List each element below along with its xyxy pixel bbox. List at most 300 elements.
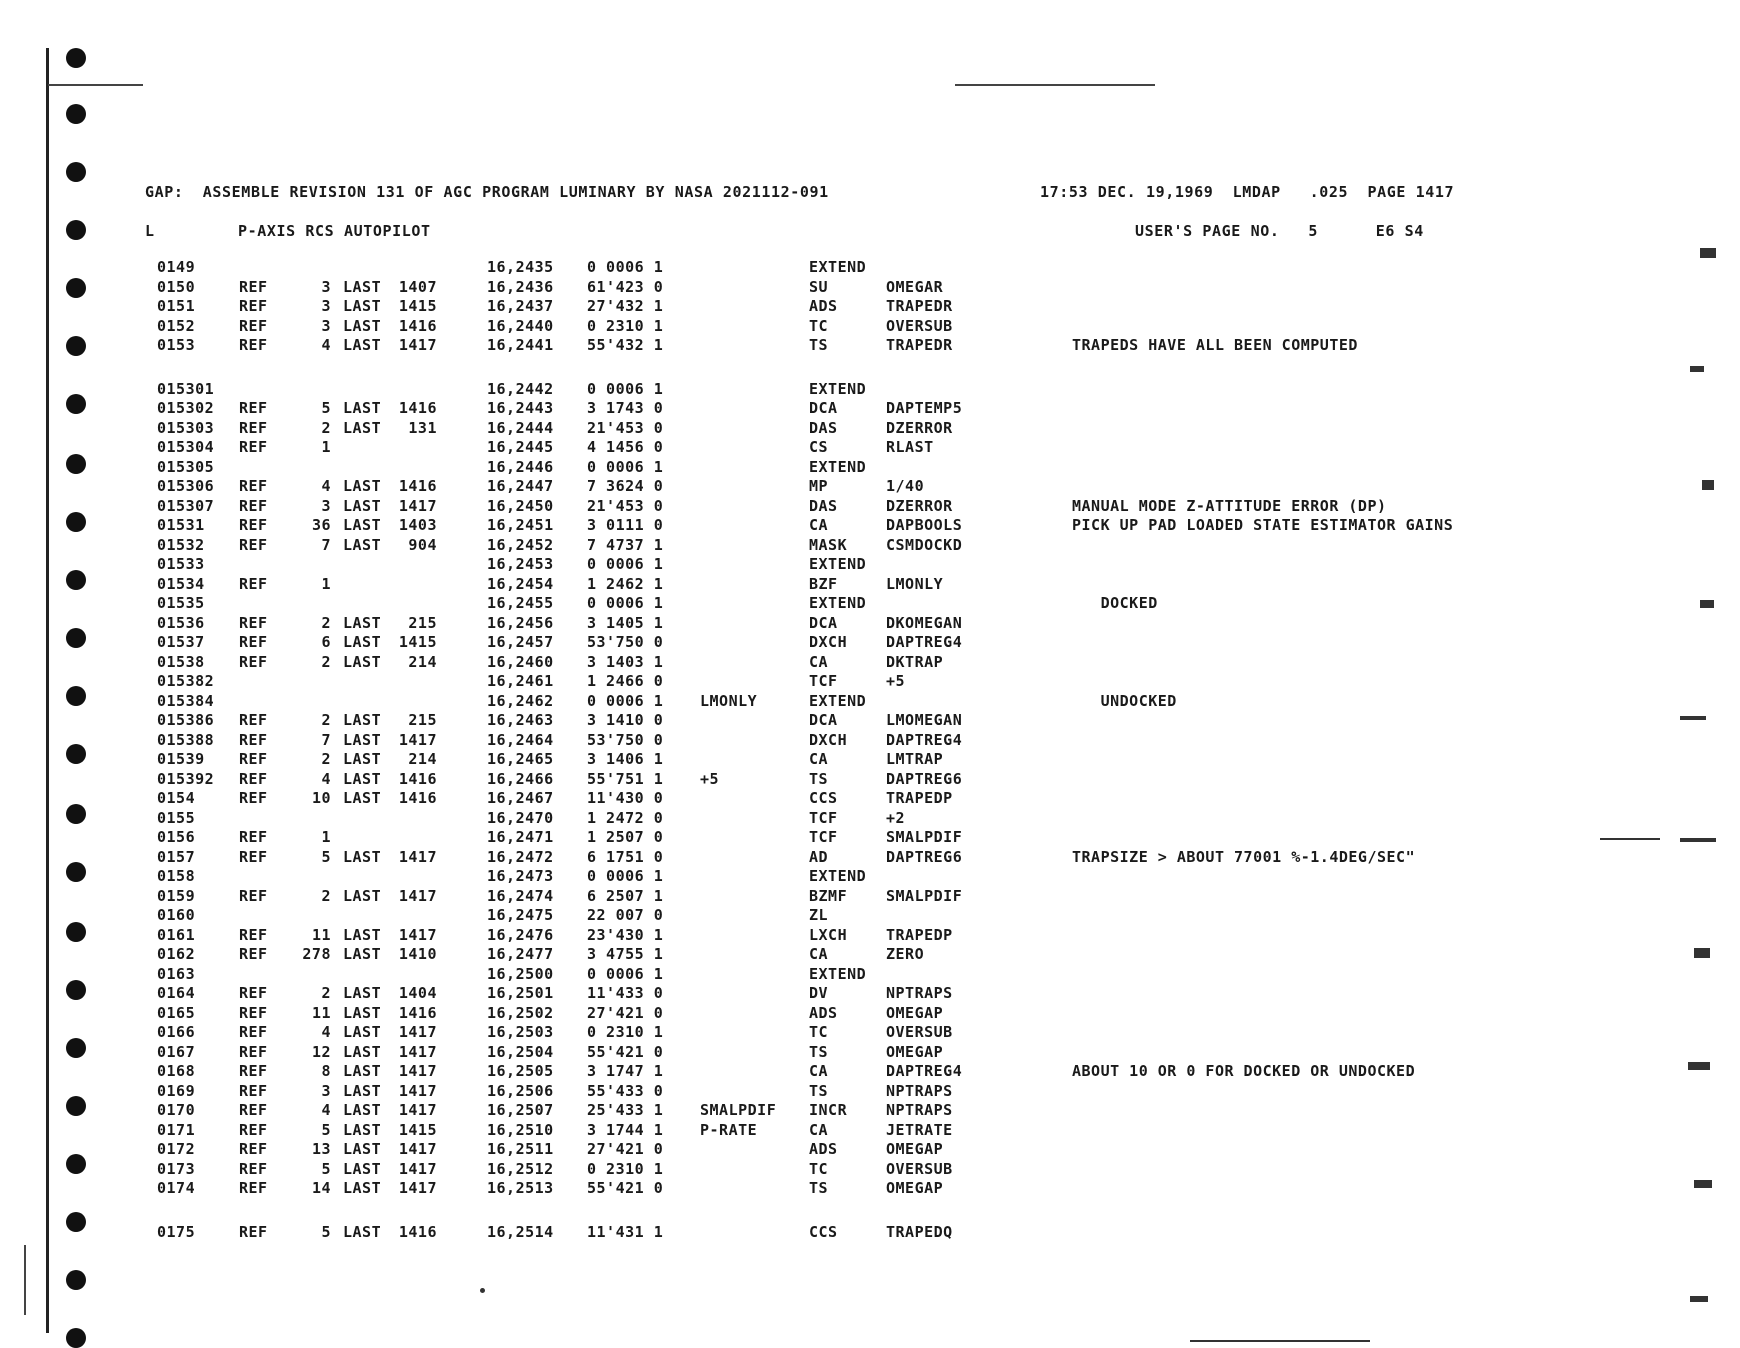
line-number: 0155 (157, 808, 196, 827)
ref-keyword: REF (239, 769, 268, 788)
line-number: 015301 (157, 379, 215, 398)
object-code: 53'750 0 (587, 633, 664, 651)
memory-address: 16,2462 (487, 691, 554, 710)
line-number: 0150 (157, 277, 196, 296)
operand: OVERSUB (886, 1023, 953, 1041)
listing-row (157, 258, 1557, 278)
memory-address: 16,2471 (487, 828, 554, 846)
ref-count: 3 (321, 277, 331, 296)
operand: OMEGAP (886, 1042, 944, 1061)
comment: DOCKED (1072, 594, 1158, 612)
last-page: 131 (408, 418, 437, 437)
line-number: 0157 (157, 847, 196, 866)
operand: LMONLY (886, 574, 944, 593)
operand: SMALPDIF (886, 828, 963, 846)
header-date-page: 17:53 DEC. 19,1969 LMDAP .025 PAGE 1417 (1040, 183, 1455, 201)
line-number: 0163 (157, 964, 196, 983)
ref-keyword: REF (239, 984, 268, 1002)
line-number: 0156 (157, 828, 196, 846)
ref-keyword: REF (239, 1179, 268, 1197)
last-page: 1416 (398, 399, 437, 417)
line-number: 0162 (157, 945, 196, 963)
opcode: TC (809, 1023, 829, 1041)
object-code: 3 1403 1 (587, 652, 664, 671)
last-page: 1416 (398, 316, 437, 335)
ref-keyword: REF (239, 336, 268, 354)
scan-speck (1694, 948, 1710, 958)
operand: DZERROR (886, 418, 953, 437)
last-page: 1416 (398, 477, 437, 495)
listing-row (157, 278, 1557, 298)
operand: OMEGAR (886, 277, 944, 296)
listing-row (157, 653, 1557, 673)
last-keyword: LAST (343, 1222, 382, 1241)
line-number: 015384 (157, 691, 215, 710)
punch-hole (66, 48, 86, 68)
ref-keyword: REF (239, 652, 268, 671)
punch-hole (66, 922, 86, 942)
opcode: EXTEND (809, 457, 867, 476)
punch-hole (66, 570, 86, 590)
operand: NPTRAPS (886, 984, 953, 1002)
last-page: 1416 (398, 1222, 437, 1241)
symbol-label: +5 (700, 769, 720, 788)
last-keyword: LAST (343, 789, 382, 807)
last-page: 1417 (398, 336, 437, 354)
opcode: AD (809, 847, 829, 866)
punch-hole (66, 744, 86, 764)
header-log-letter: L (145, 222, 155, 240)
ref-keyword: REF (239, 399, 268, 417)
opcode: CS (809, 438, 829, 456)
ref-count: 3 (321, 1081, 331, 1100)
scan-speck (1690, 1296, 1708, 1302)
memory-address: 16,2451 (487, 516, 554, 534)
ref-count: 1 (321, 828, 331, 846)
opcode: TS (809, 1042, 829, 1061)
last-page: 1416 (398, 789, 437, 807)
last-keyword: LAST (343, 847, 382, 866)
last-keyword: LAST (343, 925, 382, 944)
last-keyword: LAST (343, 535, 382, 554)
comment: TRAPSIZE > ABOUT 77001 %-1.4DEG/SEC" (1072, 847, 1416, 866)
object-code: 0 2310 1 (587, 316, 664, 335)
memory-address: 16,2461 (487, 672, 554, 690)
operand: SMALPDIF (886, 886, 963, 905)
memory-address: 16,2463 (487, 711, 554, 729)
last-page: 1417 (398, 1140, 437, 1158)
listing-row (157, 555, 1557, 575)
memory-address: 16,2457 (487, 633, 554, 651)
operand: 1/40 (886, 477, 925, 495)
last-keyword: LAST (343, 750, 382, 768)
operand: DAPTREG4 (886, 730, 963, 749)
memory-address: 16,2466 (487, 769, 554, 788)
scan-speck (1700, 248, 1716, 258)
listing-row (157, 984, 1557, 1004)
listing-row (157, 711, 1557, 731)
operand: DAPBOOLS (886, 516, 963, 534)
line-number: 015388 (157, 730, 215, 749)
opcode: DCA (809, 711, 838, 729)
ref-count: 2 (321, 984, 331, 1002)
line-number: 01538 (157, 652, 205, 671)
scan-speck (1700, 600, 1714, 608)
opcode: TS (809, 1179, 829, 1197)
last-keyword: LAST (343, 769, 382, 788)
scan-speck (1694, 1180, 1712, 1188)
line-number: 01531 (157, 516, 205, 534)
line-number: 01535 (157, 594, 205, 612)
scan-speck (1680, 838, 1716, 842)
ref-keyword: REF (239, 477, 268, 495)
last-page: 1417 (398, 847, 437, 866)
opcode: CA (809, 516, 829, 534)
listing-row (157, 926, 1557, 946)
symbol-label: SMALPDIF (700, 1101, 777, 1119)
ref-keyword: REF (239, 828, 268, 846)
opcode: ZL (809, 906, 829, 924)
memory-address: 16,2454 (487, 574, 554, 593)
object-code: 3 1406 1 (587, 750, 664, 768)
opcode: CA (809, 945, 829, 963)
object-code: 22 007 0 (587, 906, 664, 924)
listing-row (157, 614, 1557, 634)
last-keyword: LAST (343, 1120, 382, 1139)
line-number: 0151 (157, 297, 196, 315)
line-number: 01537 (157, 633, 205, 651)
line-number: 0149 (157, 258, 196, 276)
last-page: 1417 (398, 925, 437, 944)
listing-row (157, 1062, 1557, 1082)
ref-keyword: REF (239, 1101, 268, 1119)
memory-address: 16,2436 (487, 277, 554, 296)
punch-hole (66, 1270, 86, 1290)
header-users-page: USER'S PAGE NO. 5 E6 S4 (1135, 222, 1424, 240)
last-page: 1417 (398, 1023, 437, 1041)
line-number: 01533 (157, 555, 205, 573)
memory-address: 16,2450 (487, 496, 554, 515)
memory-address: 16,2513 (487, 1179, 554, 1197)
operand: +2 (886, 808, 906, 827)
ref-keyword: REF (239, 711, 268, 729)
object-code: 3 4755 1 (587, 945, 664, 963)
punch-hole (66, 628, 86, 648)
bottom-rule (1190, 1340, 1370, 1342)
operand: NPTRAPS (886, 1101, 953, 1119)
ref-keyword: REF (239, 730, 268, 749)
scan-speck (1600, 838, 1660, 840)
operand: LMTRAP (886, 750, 944, 768)
object-code: 27'421 0 (587, 1003, 664, 1022)
ref-count: 2 (321, 652, 331, 671)
line-number: 0164 (157, 984, 196, 1002)
listing-row (157, 828, 1557, 848)
last-page: 1417 (398, 1062, 437, 1080)
line-number: 01536 (157, 613, 205, 632)
line-number: 0159 (157, 886, 196, 905)
memory-address: 16,2446 (487, 457, 554, 476)
ref-keyword: REF (239, 1062, 268, 1080)
ref-count: 5 (321, 1159, 331, 1178)
listing-row (157, 438, 1557, 458)
ref-count: 5 (321, 1222, 331, 1241)
opcode: INCR (809, 1101, 848, 1119)
memory-address: 16,2504 (487, 1042, 554, 1061)
last-page: 1417 (398, 496, 437, 515)
object-code: 7 4737 1 (587, 535, 664, 554)
memory-address: 16,2470 (487, 808, 554, 827)
operand: TRAPEDP (886, 925, 953, 944)
last-page: 1416 (398, 769, 437, 788)
top-rule-right (955, 84, 1155, 86)
line-number: 01539 (157, 750, 205, 768)
ref-count: 10 (311, 789, 331, 807)
object-code: 3 1743 0 (587, 399, 664, 417)
last-page: 1416 (398, 1003, 437, 1022)
opcode: TS (809, 336, 829, 354)
opcode: ADS (809, 1003, 838, 1022)
listing-row (157, 497, 1557, 517)
scan-speck (1680, 716, 1706, 720)
operand: OMEGAP (886, 1140, 944, 1158)
object-code: 21'453 0 (587, 496, 664, 515)
memory-address: 16,2512 (487, 1159, 554, 1178)
listing-row (157, 770, 1557, 790)
opcode: CA (809, 750, 829, 768)
operand: DAPTREG4 (886, 1062, 963, 1080)
ref-count: 1 (321, 574, 331, 593)
operand: NPTRAPS (886, 1081, 953, 1100)
ref-keyword: REF (239, 633, 268, 651)
object-code: 1 2462 1 (587, 574, 664, 593)
ref-count: 5 (321, 399, 331, 417)
last-keyword: LAST (343, 945, 382, 963)
memory-address: 16,2465 (487, 750, 554, 768)
listing-row (157, 692, 1557, 712)
ref-keyword: REF (239, 496, 268, 515)
object-code: 21'453 0 (587, 418, 664, 437)
memory-address: 16,2443 (487, 399, 554, 417)
operand: JETRATE (886, 1120, 953, 1139)
scan-speck (1690, 366, 1704, 372)
punch-hole (66, 1212, 86, 1232)
last-keyword: LAST (343, 1042, 382, 1061)
object-code: 27'432 1 (587, 297, 664, 315)
object-code: 3 0111 0 (587, 516, 664, 534)
assembly-listing (157, 258, 1557, 1242)
line-number: 015306 (157, 477, 215, 495)
object-code: 3 1405 1 (587, 613, 664, 632)
memory-address: 16,2467 (487, 789, 554, 807)
listing-row (157, 672, 1557, 692)
last-keyword: LAST (343, 516, 382, 534)
last-keyword: LAST (343, 297, 382, 315)
ref-count: 5 (321, 1120, 331, 1139)
last-page: 1417 (398, 1159, 437, 1178)
ref-keyword: REF (239, 1042, 268, 1061)
object-code: 55'421 0 (587, 1179, 664, 1197)
ref-count: 12 (311, 1042, 331, 1061)
object-code: 6 2507 1 (587, 886, 664, 905)
last-page: 1404 (398, 984, 437, 1002)
opcode: CCS (809, 1222, 838, 1241)
last-keyword: LAST (343, 613, 382, 632)
last-keyword: LAST (343, 418, 382, 437)
listing-row (157, 477, 1557, 497)
listing-row (157, 536, 1557, 556)
memory-address: 16,2440 (487, 316, 554, 335)
opcode: SU (809, 277, 829, 296)
last-keyword: LAST (343, 984, 382, 1002)
ref-keyword: REF (239, 1081, 268, 1100)
operand: RLAST (886, 438, 934, 456)
operand: OVERSUB (886, 316, 953, 335)
listing-row (157, 458, 1557, 478)
ref-count: 4 (321, 1101, 331, 1119)
listing-row (157, 594, 1557, 614)
ref-count: 4 (321, 1023, 331, 1041)
memory-address: 16,2511 (487, 1140, 554, 1158)
ref-keyword: REF (239, 1023, 268, 1041)
last-page: 1415 (398, 297, 437, 315)
punch-hole (66, 220, 86, 240)
object-code: 0 0006 1 (587, 379, 664, 398)
memory-address: 16,2453 (487, 555, 554, 573)
listing-row (157, 516, 1557, 536)
operand: OVERSUB (886, 1159, 953, 1178)
scan-speck (480, 1288, 485, 1293)
last-keyword: LAST (343, 316, 382, 335)
opcode: DAS (809, 418, 838, 437)
header-assembly-line: GAP: ASSEMBLE REVISION 131 OF AGC PROGRAM LUMINARY BY NASA 2021112-091 (145, 183, 829, 201)
last-page: 904 (408, 535, 437, 554)
ref-keyword: REF (239, 613, 268, 632)
opcode: TC (809, 1159, 829, 1178)
punch-hole (66, 686, 86, 706)
last-page: 1415 (398, 633, 437, 651)
memory-address: 16,2452 (487, 535, 554, 554)
scan-speck (1688, 1062, 1710, 1070)
listing-row (157, 809, 1557, 829)
comment: PICK UP PAD LOADED STATE ESTIMATOR GAINS (1072, 516, 1454, 534)
line-number: 015304 (157, 438, 215, 456)
object-code: 25'433 1 (587, 1101, 664, 1119)
ref-keyword: REF (239, 750, 268, 768)
line-number: 0172 (157, 1140, 196, 1158)
punch-hole (66, 1096, 86, 1116)
last-keyword: LAST (343, 1159, 382, 1178)
object-code: 0 0006 1 (587, 691, 664, 710)
last-page: 214 (408, 652, 437, 671)
last-page: 215 (408, 613, 437, 632)
line-number: 015305 (157, 457, 215, 476)
operand: DAPTEMP5 (886, 399, 963, 417)
listing-row (157, 633, 1557, 653)
opcode: TCF (809, 828, 838, 846)
object-code: 55'432 1 (587, 336, 664, 354)
last-keyword: LAST (343, 1101, 382, 1119)
object-code: 0 0006 1 (587, 457, 664, 476)
memory-address: 16,2506 (487, 1081, 554, 1100)
memory-address: 16,2437 (487, 297, 554, 315)
opcode: ADS (809, 1140, 838, 1158)
operand: DKOMEGAN (886, 613, 963, 632)
punch-hole (66, 162, 86, 182)
object-code: 7 3624 0 (587, 477, 664, 495)
symbol-label: LMONLY (700, 691, 758, 710)
line-number: 015382 (157, 672, 215, 690)
last-keyword: LAST (343, 711, 382, 729)
punch-hole (66, 1038, 86, 1058)
listing-row (157, 1101, 1557, 1121)
operand: CSMDOCKD (886, 535, 963, 554)
ref-keyword: REF (239, 1140, 268, 1158)
object-code: 3 1744 1 (587, 1120, 664, 1139)
line-number: 0170 (157, 1101, 196, 1119)
object-code: 55'421 0 (587, 1042, 664, 1061)
ref-keyword: REF (239, 1222, 268, 1241)
listing-row (157, 848, 1557, 868)
ref-count: 2 (321, 711, 331, 729)
ref-keyword: REF (239, 945, 268, 963)
object-code: 11'433 0 (587, 984, 664, 1002)
line-number: 0158 (157, 867, 196, 885)
memory-address: 16,2500 (487, 964, 554, 983)
opcode: BZF (809, 574, 838, 593)
memory-address: 16,2472 (487, 847, 554, 866)
object-code: 11'430 0 (587, 789, 664, 807)
opcode: TS (809, 1081, 829, 1100)
line-number: 0165 (157, 1003, 196, 1022)
listing-row (157, 1160, 1557, 1180)
last-page: 1417 (398, 1101, 437, 1119)
memory-address: 16,2435 (487, 258, 554, 276)
last-keyword: LAST (343, 1081, 382, 1100)
ref-count: 2 (321, 886, 331, 905)
last-keyword: LAST (343, 1140, 382, 1158)
last-keyword: LAST (343, 277, 382, 296)
punch-hole (66, 454, 86, 474)
ref-count: 4 (321, 769, 331, 788)
listing-row (157, 731, 1557, 751)
line-number: 0174 (157, 1179, 196, 1197)
ref-count: 8 (321, 1062, 331, 1080)
object-code: 53'750 0 (587, 730, 664, 749)
opcode: DAS (809, 496, 838, 515)
last-keyword: LAST (343, 730, 382, 749)
punch-hole (66, 394, 86, 414)
object-code: 0 0006 1 (587, 867, 664, 885)
operand: TRAPEDR (886, 297, 953, 315)
line-number: 0166 (157, 1023, 196, 1041)
object-code: 23'430 1 (587, 925, 664, 944)
last-keyword: LAST (343, 1179, 382, 1197)
last-keyword: LAST (343, 652, 382, 671)
operand: TRAPEDR (886, 336, 953, 354)
opcode: MP (809, 477, 829, 495)
listing-row (157, 906, 1557, 926)
listing-row (157, 399, 1557, 419)
last-page: 1410 (398, 945, 437, 963)
listing-row (157, 965, 1557, 985)
last-keyword: LAST (343, 399, 382, 417)
object-code: 1 2466 0 (587, 672, 664, 690)
operand: OMEGAP (886, 1179, 944, 1197)
listing-row (157, 380, 1557, 400)
object-code: 0 2310 1 (587, 1023, 664, 1041)
operand: DAPTREG4 (886, 633, 963, 651)
